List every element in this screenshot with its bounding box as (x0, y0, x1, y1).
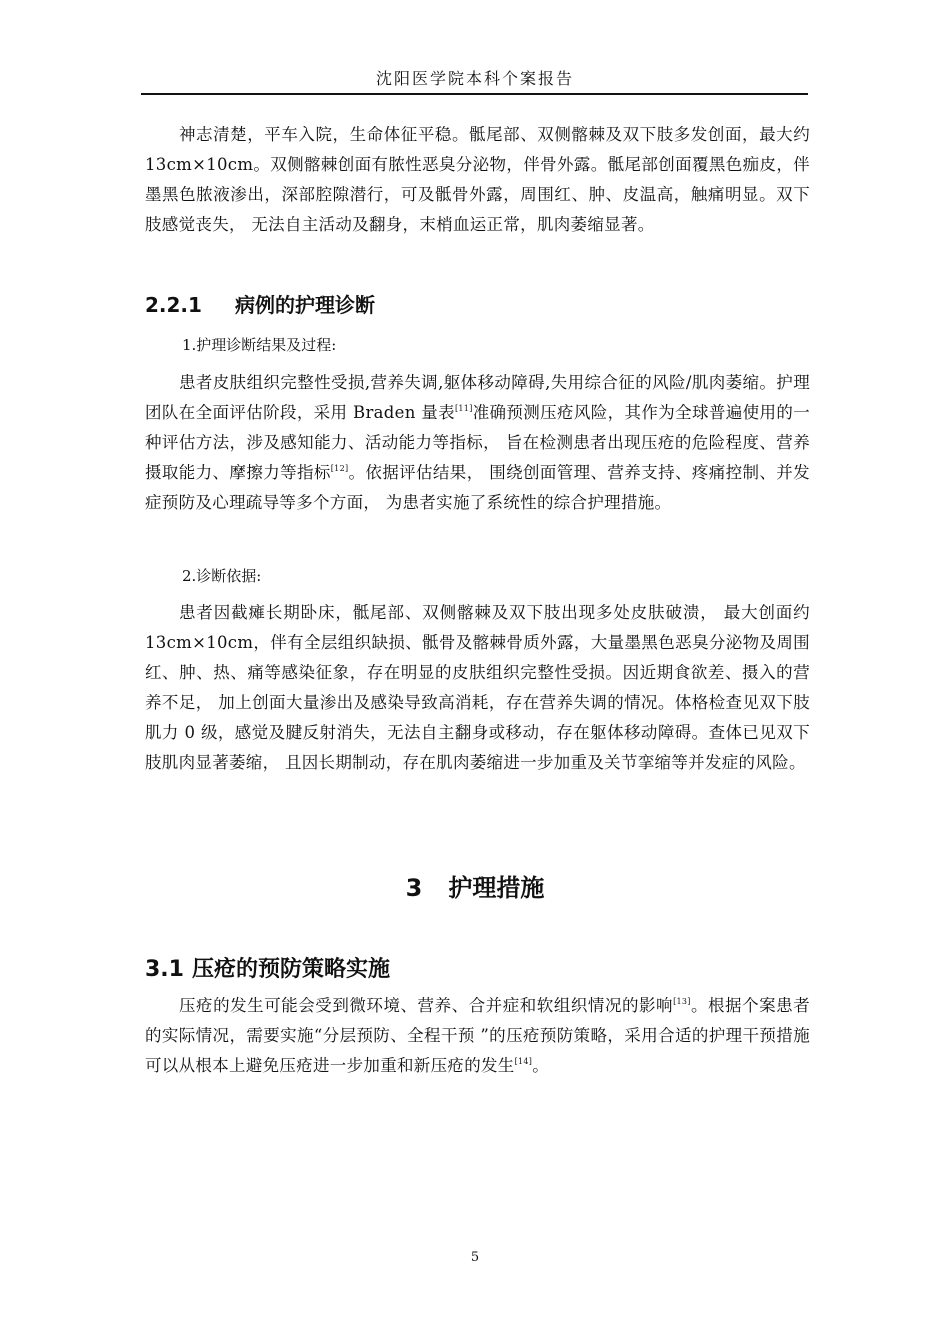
citation-14: [14] (514, 1057, 533, 1066)
text-run: 患者皮肤组织完整性受损,营养失调,躯体移动障碍,失用综合征的风险/肌肉萎缩。护理团队在全面评估阶段，采用 Braden 量表 (145, 373, 810, 422)
section-number: 2.2.1 (145, 293, 202, 317)
section-heading-3-1 (145, 952, 390, 983)
section-title: 病例的护理诊断 (235, 293, 375, 317)
subheading-diagnosis-basis: 2.诊断依据: (182, 567, 262, 585)
page-number: 5 (470, 1250, 480, 1265)
citation-11: [11] (455, 404, 473, 413)
running-header-title: 沈阳医学院本科个案报告 (375, 69, 574, 88)
text-run: 。根据个案患者的实际情况，需要实施“分层预防、全程干预 ”的压疮预防策略，采用合适的护理干预措施可以从根本上避免压疮进一步加重和新压疮的发生 (145, 996, 810, 1075)
citation-12: [12] (330, 464, 349, 473)
section-number: 3.1 (145, 957, 184, 982)
text-run: 压疮的发生可能会受到微环境、营养、合并症和软组织情况的影响 (179, 996, 674, 1015)
diagnosis-basis-paragraph: 患者因截瘫长期卧床，骶尾部、双侧髂棘及双下肢出现多处皮肤破溃， 最大创面约 13cm×10cm，伴有全层组织缺损、骶骨及髂棘骨质外露，大量墨黑色恶臭分泌物及周围红、肿、热、痛等感染征象，存在明显的皮肤组织完整性受损。因近期食欲差、摄入的营养不足， 加上创面大量渗出及感染导致高消耗，存在营养失调的情况。体格检查见双下肢肌力 0 级，感觉及腱反射消失，无法自主翻身或移动，存在躯体移动障碍。查体已见双下肢肌肉显著萎缩， 且因长期制动，存在肌肉萎缩进一步加重及关节挛缩等并发症的风险。 (145, 603, 810, 772)
chapter-heading-3 (0, 868, 950, 903)
prevention-paragraph (145, 991, 810, 1081)
diagnosis-paragraph (145, 368, 810, 518)
subheading-diagnosis-process: 1.护理诊断结果及过程: (182, 336, 337, 354)
header-divider (141, 93, 808, 95)
intro-paragraph: 神志清楚，平车入院，生命体征平稳。骶尾部、双侧髂棘及双下肢多发创面，最大约 13cm×10cm。双侧髂棘创面有脓性恶臭分泌物，伴骨外露。骶尾部创面覆黑色痂皮，伴墨黑色脓液渗出，深部腔隙潜行，可及骶骨外露，周围红、肿、皮温高，触痛明显。双下肢感觉丧失， 无法自主活动及翻身，末梢血运正常，肌肉萎缩显著。 (145, 125, 810, 234)
chapter-title: 护理措施 (448, 874, 545, 902)
section-heading-2-2-1 (145, 289, 375, 318)
text-run: 准确预测压疮风险，其作为全球普遍使用的一种评估方法，涉及感知能力、活动能力等指标， 旨在检测患者出现压疮的危险程度、营养摄取能力、摩擦力等指标 (145, 403, 810, 482)
text-run: 。依据评估结果， 围绕创面管理、营养支持、疼痛控制、并发症预防及心理疏导等多个方面， 为患者实施了系统性的综合护理措施。 (145, 463, 810, 512)
text-run: 。 (532, 1056, 550, 1075)
section-title: 压疮的预防策略实施 (191, 957, 390, 982)
citation-13: [13] (673, 997, 691, 1006)
chapter-number: 3 (405, 874, 423, 902)
